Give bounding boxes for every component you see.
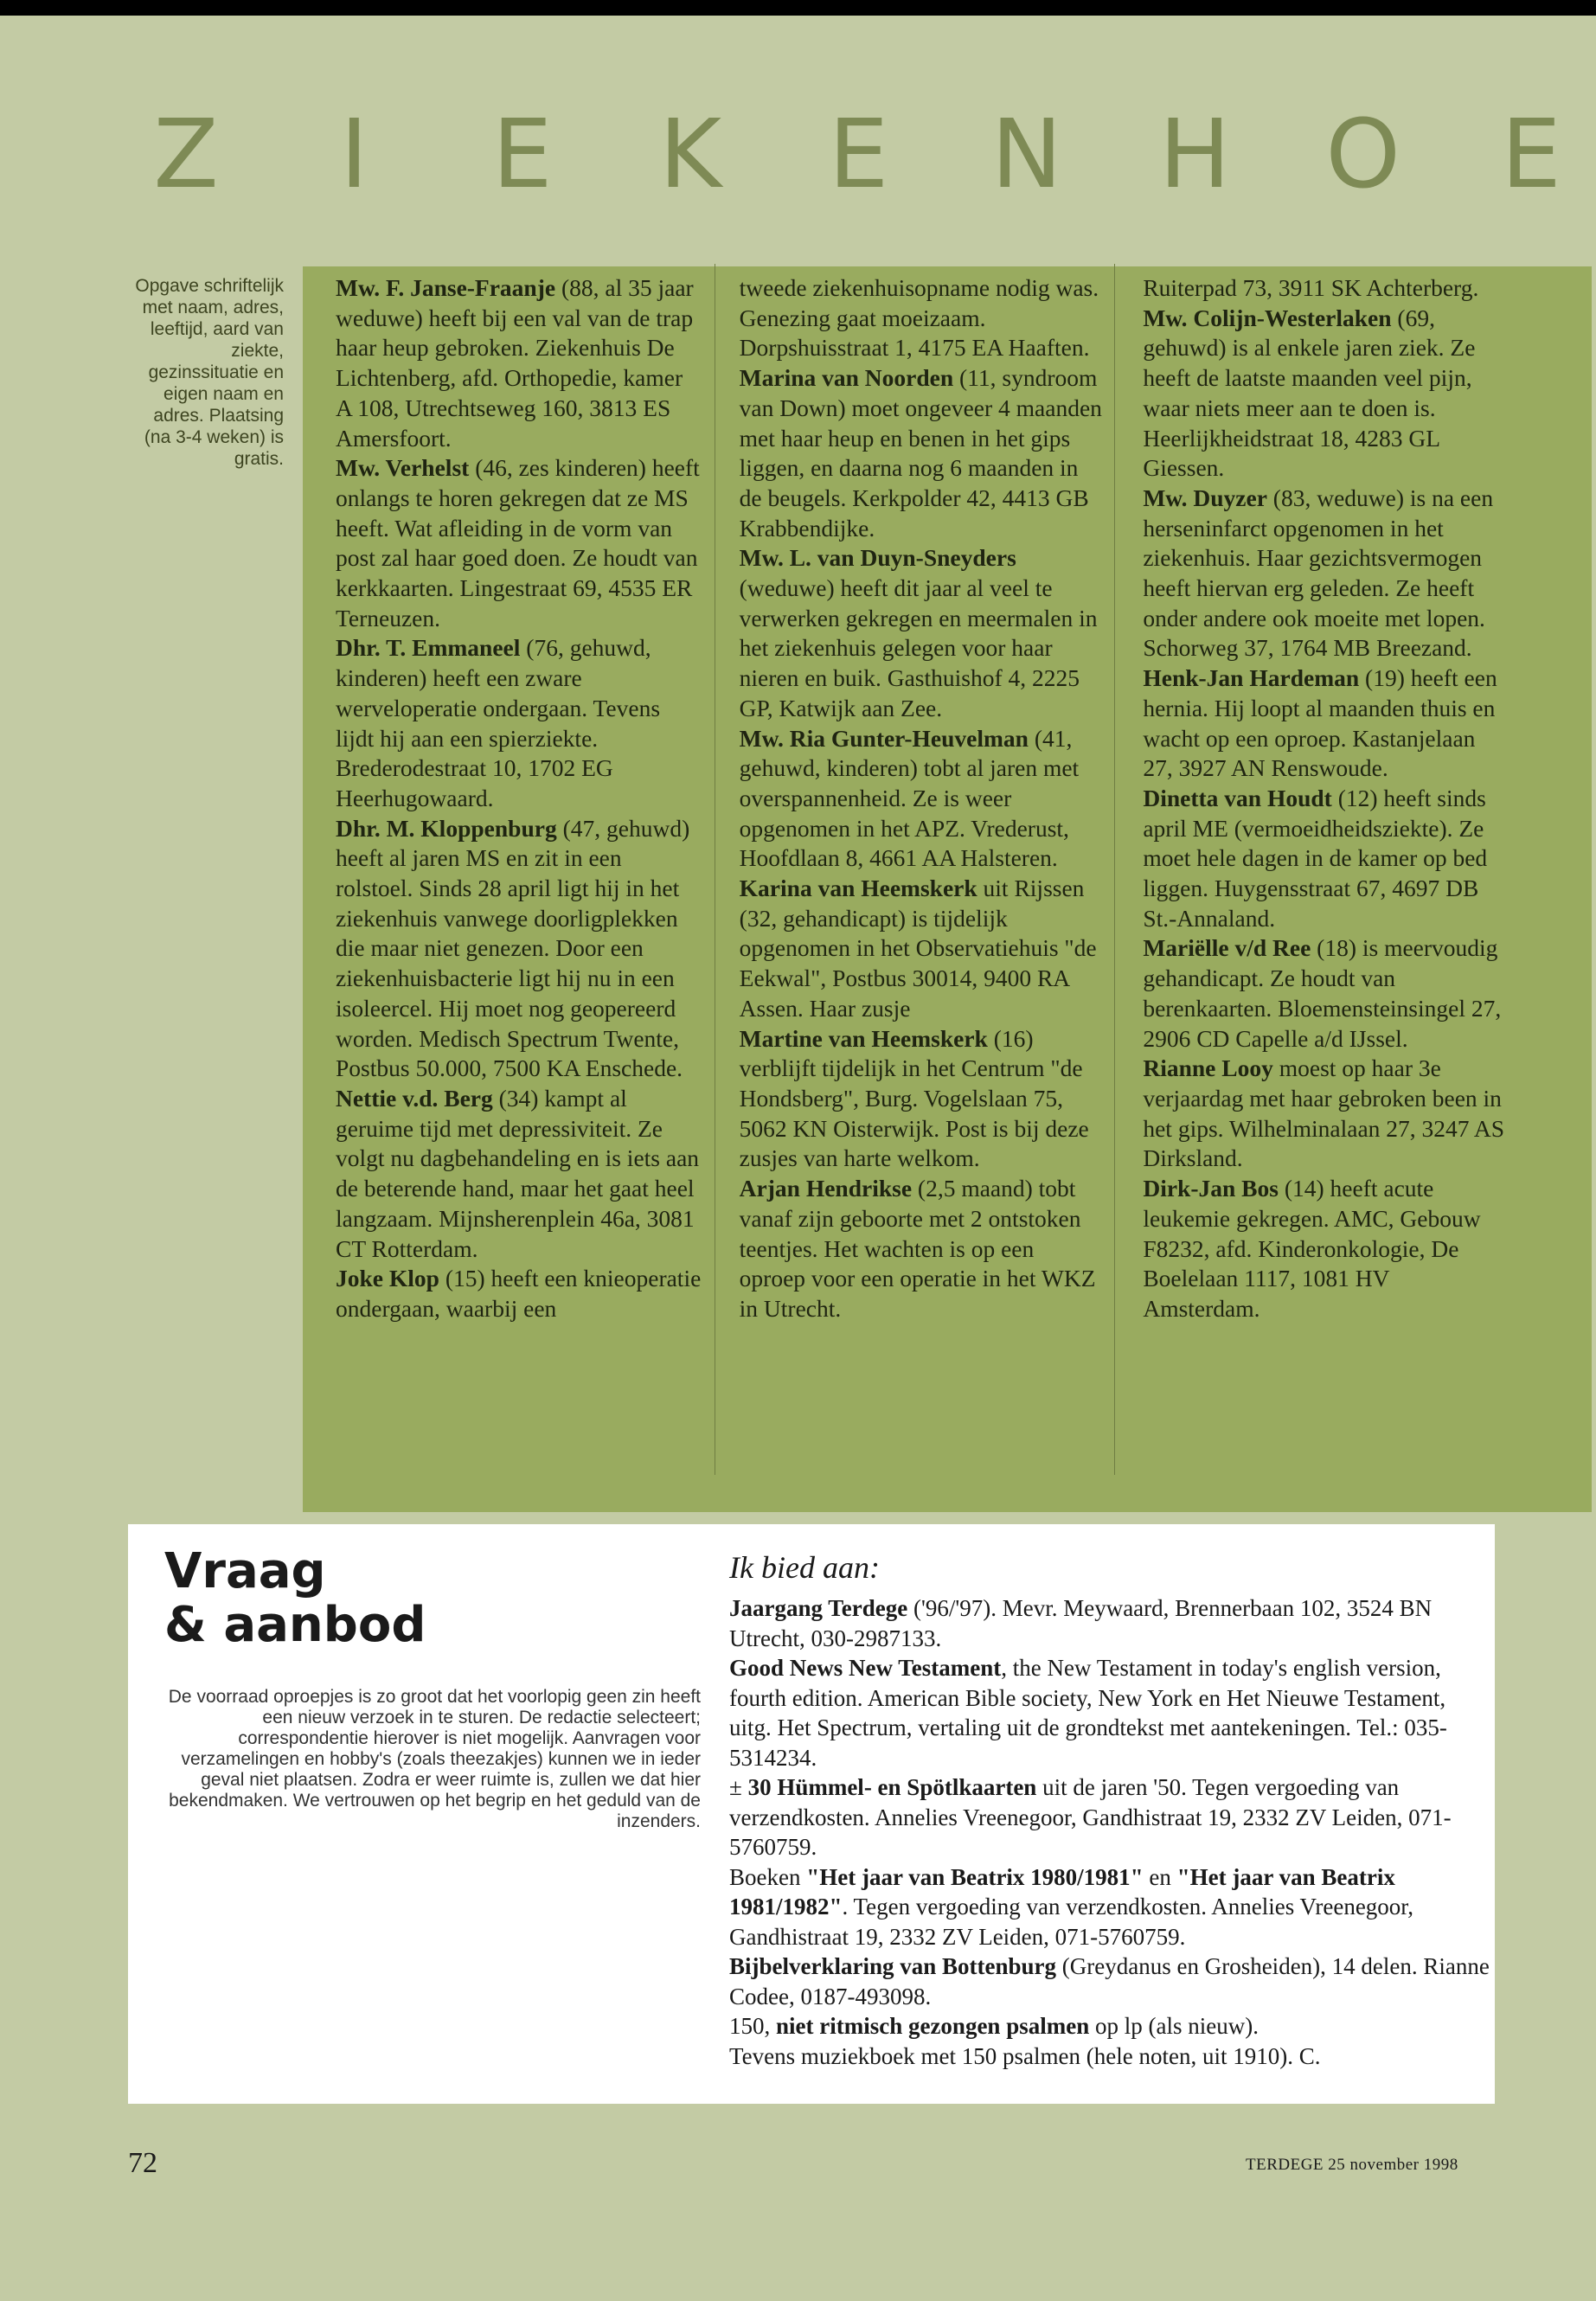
- sick-entry-text: (46, zes kinderen) heeft onlangs te horen gekregen dat ze MS heeft. Wat afleiding in de vorm van post zal haar goed doen. Ze houdt van kerkkaarten. Lingestraat 69, 4535 ER Terneuzen.: [336, 454, 700, 631]
- sick-entry: [336, 273, 702, 453]
- sick-list-columns: [336, 273, 1547, 1502]
- sick-entry-text: (16) verblijft tijdelijk in het Centrum "de Hondsberg", Burg. Vogelslaan 75, 5062 KN Oisterwijk. Post is bij deze zusjes van harte welkom.: [739, 1024, 1089, 1172]
- offer-prefix: Boeken: [729, 1863, 807, 1890]
- sick-entry-name: Mw. F. Janse-Fraanje: [336, 274, 556, 301]
- offer-title: 30 Hümmel- en Spötlkaarten: [747, 1774, 1037, 1800]
- title-letter: K: [659, 99, 722, 209]
- classifieds-intro-block: [164, 1545, 701, 1832]
- sick-entry-text: (14) heeft acute leukemie gekregen. AMC, Gebouw F8232, afd. Kinderonkologie, De Boelelaan 1117, 1081 HV Amsterdam.: [1143, 1175, 1481, 1322]
- sick-entry: [1143, 1174, 1509, 1324]
- classifieds-title: [164, 1545, 701, 1652]
- offer-item: [729, 1593, 1490, 1653]
- title-letter: N: [990, 99, 1063, 209]
- offer-text: Tevens muziekboek met 150 psalmen (hele noten, uit 1910). C.: [729, 2042, 1321, 2069]
- title-letter: E: [1501, 99, 1561, 209]
- sick-entry: [336, 1084, 702, 1264]
- sick-entry-text: (19) heeft een hernia. Hij loopt al maanden thuis en wacht op een oproep. Kastanjelaan 27, 3927 AN Renswoude.: [1143, 664, 1497, 782]
- offer-text: (Greydanus en Grosheiden), 14 delen. Rianne Codee, 0187-493098.: [729, 1953, 1490, 2009]
- sick-entry-name: Mw. Colijn-Westerlaken: [1143, 304, 1392, 331]
- offer-prefix: 150,: [729, 2013, 776, 2039]
- sick-entry-text: uit Rijssen (32, gehandicapt) is tijdelijk opgenomen in het Observatiehuis "de Eekwal", Postbus 30014, 9400 RA Assen. Haar zusje: [739, 875, 1097, 1022]
- offer-text: . Tegen vergoeding van verzendkosten. Annelies Vreenegoor, Gandhistraat 19, 2332 ZV Leiden, 071-5760759.: [729, 1894, 1413, 1950]
- offer-text: ('96/'97). Mevr. Meywaard, Brennerbaan 102, 3524 BN Utrecht, 030-2987133.: [729, 1595, 1433, 1651]
- sick-entry: [336, 453, 702, 633]
- offer-prefix: ±: [729, 1774, 748, 1800]
- sick-entry: [1143, 1054, 1509, 1174]
- offer-item: [729, 1653, 1490, 1772]
- sick-entry: [1143, 304, 1509, 484]
- sick-entry: [1143, 663, 1509, 784]
- sick-entry-name: Martine van Heemskerk: [739, 1024, 988, 1052]
- classifieds-title-line: Vraag: [164, 1543, 326, 1599]
- sick-entry-text: (88, al 35 jaar weduwe) heeft bij een val van de trap haar heup gebroken. Ziekenhuis De Lichtenberg, afd. Orthopedie, kamer A 108, Utrechtseweg 160, 3813 ES Amersfoort.: [336, 274, 694, 452]
- offer-title: Bijbelverklaring van Bottenburg: [729, 1953, 1057, 1979]
- sick-entry-text: (76, gehuwd, kinderen) heeft een zware werveloperatie ondergaan. Tevens lijdt hij aan een spierziekte. Brederodestraat 10, 1702 EG Heerhugowaard.: [336, 634, 661, 811]
- offer-item: [729, 1862, 1490, 1952]
- sick-entry-name: Mw. Verhelst: [336, 454, 470, 482]
- column: [1143, 273, 1528, 1502]
- sick-entry-text: Ruiterpad 73, 3911 SK Achterberg.: [1143, 274, 1479, 301]
- page-header: [0, 16, 1596, 251]
- sick-entry: [336, 814, 702, 1084]
- sick-entry: [1143, 784, 1509, 934]
- sick-entry-name: Dhr. M. Kloppenburg: [336, 814, 557, 842]
- sick-entry-text: (weduwe) heeft dit jaar al veel te verwerken gekregen en meermalen in het ziekenhuis gelegen voor haar nieren en buik. Gasthuishof 4, 2225 GP, Katwijk aan Zee.: [739, 574, 1098, 721]
- classifieds-intro: De voorraad oproepjes is zo groot dat het voorlopig geen zin heeft een nieuw verzoek in te sturen. De redactie selecteert; correspondentie hierover is niet mogelijk. Aanvragen voor verzamelingen en hobby's (zoals theezakjes) kunnen we in ieder geval niet plaatsen. Zodra er weer ruimte is, zullen we dat hier bekendmaken. We vertrouwen op het begrip en het geduld van de inzenders.: [168, 1687, 701, 1831]
- title-letter: E: [828, 99, 889, 209]
- offer-item: [729, 2041, 1490, 2072]
- sick-entry-text: (15) heeft een knieoperatie ondergaan, waarbij een: [336, 1265, 702, 1322]
- sick-entry-text: (83, weduwe) is na een herseninfarct opgenomen in het ziekenhuis. Haar gezichtsvermogen heeft hiervan erg geleden. Ze heeft onder andere ook moeite met lopen. Schorweg 37, 1764 MB Breezand.: [1143, 484, 1494, 662]
- offer-text: en: [1143, 1863, 1177, 1890]
- offer-title: "Het jaar van Beatrix 1981/1982": [729, 1863, 1395, 1920]
- page-number: 72: [128, 2147, 157, 2179]
- sick-entry-text: (2,5 maand) tobt vanaf zijn geboorte met 2 ontstoken teentjes. Het wachten is op een oproep voor een operatie in het WKZ in Utrecht.: [739, 1175, 1096, 1322]
- sick-entry-text: (69, gehuwd) is al enkele jaren ziek. Ze heeft de laatste maanden veel pijn, waar niets meer aan te doen is. Heerlijkheidstraat 18, 4283 GL Giessen.: [1143, 304, 1476, 482]
- sick-entry-text: (12) heeft sinds april ME (vermoeidheidsziekte). Ze moet hele dagen in de kamer op bed liggen. Huygensstraat 67, 4697 DB St.-Annaland.: [1143, 784, 1488, 932]
- title-letter: Z: [153, 99, 219, 209]
- sick-entry-name: Dinetta van Houdt: [1143, 784, 1332, 811]
- sick-entry-name: Arjan Hendrikse: [739, 1175, 913, 1202]
- offer-title: niet ritmisch gezongen psalmen: [776, 2013, 1090, 2039]
- sick-entry-name: Mw. L. van Duyn-Sneyders: [739, 544, 1016, 572]
- sick-entry: [740, 543, 1106, 723]
- offer-text: op lp (als nieuw).: [1089, 2013, 1259, 2039]
- title-letter: E: [491, 99, 553, 209]
- title-letter: I: [340, 99, 369, 209]
- sick-entry-text: (11, syndroom van Down) moet ongeveer 4 maanden met haar heup en benen in het gips liggen, en daarna nog 6 maanden in de beugels. Kerkpolder 42, 4413 GB Krabbendijke.: [739, 364, 1102, 542]
- sick-entry: [740, 273, 1106, 363]
- offer-title: Jaargang Terdege: [729, 1595, 908, 1621]
- sick-entry: [740, 1174, 1106, 1324]
- sick-entry: [336, 633, 702, 813]
- offer-text: uit de jaren '50. Tegen vergoeding van verzendkosten. Annelies Vreenegoor, Gandhistraat 19, 2332 ZV Leiden, 071-5760759.: [729, 1774, 1452, 1860]
- sick-entry-name: Mariëlle v/d Ree: [1143, 934, 1311, 962]
- sick-entry: [740, 724, 1106, 875]
- sick-entry-text: (41, gehuwd, kinderen) tobt al jaren met overspannenheid. Ze is weer opgenomen in het APZ. Vrederust, Hoofdlaan 8, 4661 AA Halsteren.: [739, 724, 1080, 872]
- column: [740, 273, 1125, 1502]
- sick-entry: [336, 1264, 702, 1324]
- sick-entry-text: (47, gehuwd) heeft al jaren MS en zit in een rolstoel. Sinds 28 april ligt hij in het ziekenhuis vanwege doorligplekken die maar niet genezen. Door een ziekenhuisbacterie ligt hij nu in een isoleercel. Hij moet nog geopereerd worden. Medisch Spectrum Twente, Postbus 50.000, 7500 KA Enschede.: [336, 814, 690, 1082]
- sick-entry-name: Karina van Heemskerk: [739, 875, 977, 902]
- sick-entry-name: Rianne Looy: [1143, 1054, 1273, 1082]
- sick-entry-name: Mw. Ria Gunter-Heuvelman: [739, 724, 1029, 752]
- offers-list: [729, 1593, 1490, 2071]
- sick-entry-name: Marina van Noorden: [739, 364, 954, 392]
- offer-title: "Het jaar van Beatrix 1980/1981": [806, 1863, 1144, 1890]
- publication-line: TERDEGE 25 november 1998: [1246, 2156, 1458, 2174]
- classifieds-offers: [729, 1548, 1490, 2071]
- column: [336, 273, 721, 1502]
- sick-entry: [740, 874, 1106, 1024]
- sick-entry-name: Dirk-Jan Bos: [1143, 1175, 1279, 1202]
- sick-entry: [1143, 933, 1509, 1054]
- sick-entry-name: Joke Klop: [336, 1265, 439, 1292]
- offer-item: [729, 2011, 1490, 2041]
- offers-heading: Ik bied aan:: [729, 1550, 880, 1585]
- title-letter: H: [1158, 99, 1231, 209]
- sick-entry-text: tweede ziekenhuisopname nodig was. Genezing gaat moeizaam. Dorpshuisstraat 1, 4175 EA Haaften.: [739, 274, 1099, 362]
- sick-entry: [1143, 273, 1509, 304]
- sick-entry-name: Dhr. T. Emmaneel: [336, 634, 521, 662]
- sick-entry: [1143, 484, 1509, 663]
- sick-entry-text: (34) kampt al geruime tijd met depressiviteit. Ze volgt nu dagbehandeling en is iets aan de beterende hand, maar het gaat heel langzaam. Mijnsherenplein 46a, 3081 CT Rotterdam.: [336, 1084, 700, 1262]
- offer-text: , the New Testament in today's english version, fourth edition. American Bible society, New York en Het Nieuwe Testament, uitg. Het Spectrum, vertaling uit de grondtekst met aantekeningen. Tel.: 035-5314234.: [729, 1655, 1447, 1771]
- sick-entry-text: moest op haar 3e verjaardag met haar gebroken been in het gips. Wilhelminalaan 27, 3247 AS Dirksland.: [1143, 1054, 1505, 1172]
- sick-entry-name: Mw. Duyzer: [1143, 484, 1267, 511]
- sick-entry: [740, 1024, 1106, 1175]
- title-letter: O: [1325, 99, 1401, 209]
- offer-item: [729, 1772, 1490, 1862]
- sick-entry: [740, 363, 1106, 543]
- section-title: [121, 99, 1596, 209]
- sick-entry-name: Henk-Jan Hardeman: [1143, 664, 1360, 692]
- offer-item: [729, 1952, 1490, 2011]
- offer-title: Good News New Testament: [729, 1655, 1002, 1681]
- sick-entry-text: (18) is meervoudig gehandicapt. Ze houdt van berenkaarten. Bloemensteinsingel 27, 2906 CD Capelle a/d IJssel.: [1143, 934, 1502, 1052]
- sick-entry-name: Nettie v.d. Berg: [336, 1084, 493, 1112]
- classifieds-title-line: & aanbod: [164, 1597, 426, 1653]
- sidebar-note: Opgave schriftelijk met naam, adres, leeftijd, aard van ziekte, gezinssituatie en eigen naam en adres. Plaatsing (na 3-4 weken) is gratis.: [135, 276, 284, 469]
